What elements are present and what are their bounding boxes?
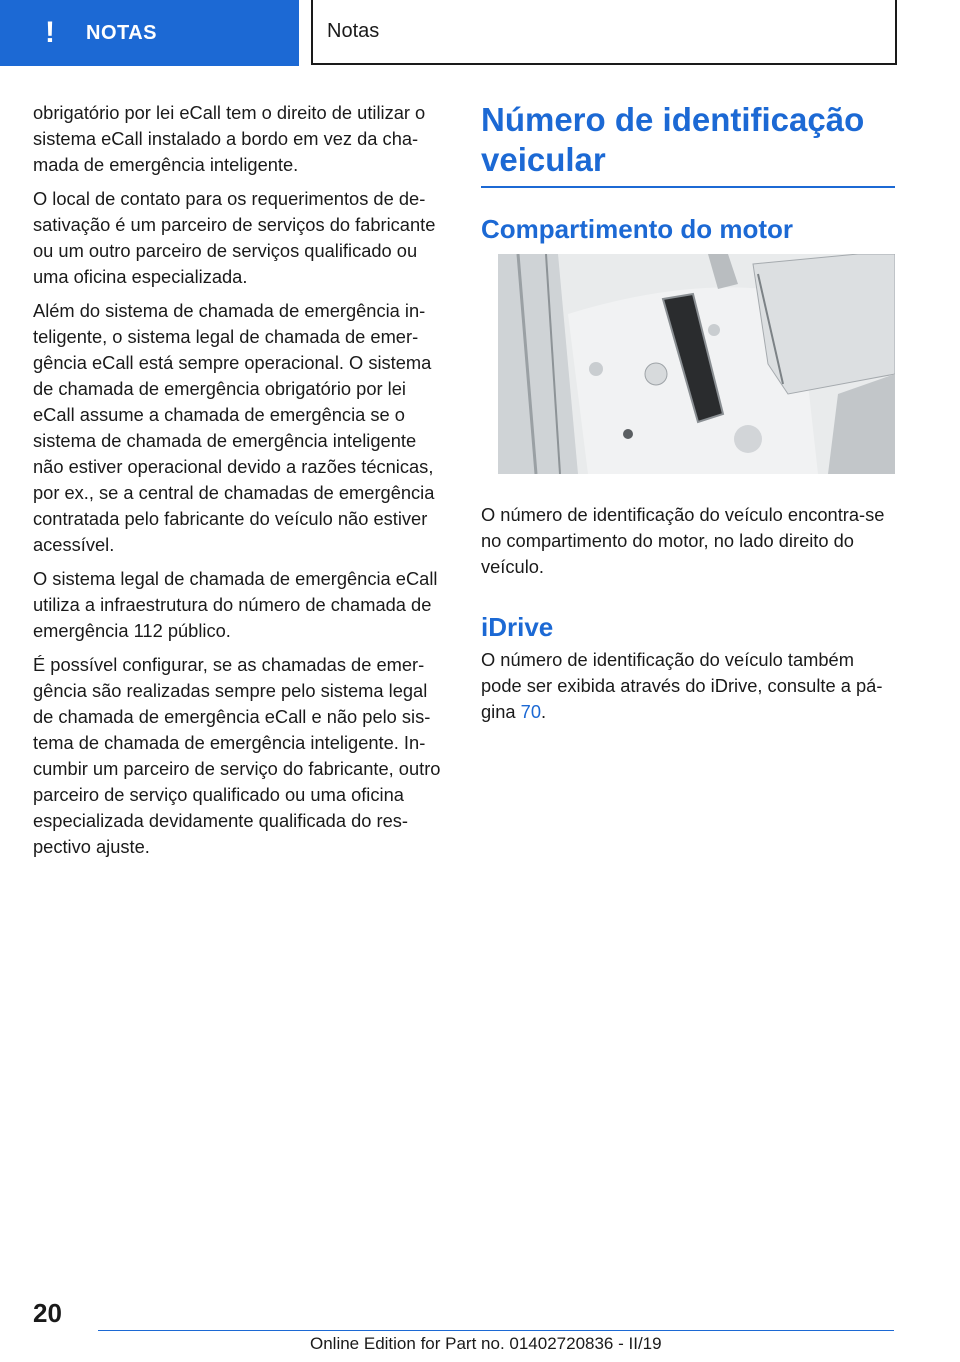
idrive-text: O número de identificação do veículo também pode ser exibida através do iDrive, consulte a página — [481, 649, 883, 722]
section-label: Notas — [327, 20, 380, 42]
chapter-tab — [0, 0, 299, 66]
paragraph: O local de contato para os requerimentos de desativação é um parceiro de serviços do fabricante ou um outro parceiro de serviços qualificado ou uma oficina especializada. — [33, 188, 436, 287]
engine-compartment-image — [498, 254, 895, 474]
page-link[interactable]: 70 — [520, 701, 541, 722]
section-header — [311, 0, 897, 65]
engine-vin-text: O número de identificação do veículo encontra-se no compartimento do motor, no lado direito do veículo. — [481, 504, 885, 577]
chapter-label: NOTAS — [86, 21, 158, 44]
title-divider — [481, 186, 895, 188]
idrive-vin-text — [481, 647, 895, 725]
footer-edition: Online Edition for Part no. 01402720836 - II/19 — [310, 1334, 662, 1353]
idrive-text-end: . — [541, 701, 547, 722]
paragraph: É possível configurar, se as chamadas de emergência são realizadas sempre pelo sistema legal de chamada de emergência eCall e não pelo sistema de chamada de emergência inteligente. Incumbir um parceiro de serviço do fabricante, outro parceiro de serviço qualificado ou uma oficina especializada devidamente qualificada do respectivo ajuste. — [33, 654, 441, 857]
section-heading-idrive: iDrive — [481, 612, 554, 642]
section-heading-engine: Compartimento do motor — [481, 214, 793, 244]
paragraph: Além do sistema de chamada de emergência inteligente, o sistema legal de chamada de emergência eCall está sempre operacional. O sistema de chamada de emergência obrigatório por lei eCall assume a chamada de emergência se o sistema de chamada de emergência inteligente não estiver operacional devido a razões técnicas, por ex., se a central de chamadas de emergência contratada pelo fabricante do veículo não estiver acessível. — [33, 300, 435, 555]
page-title: Número de identificação veicular — [481, 101, 865, 178]
left-column — [33, 100, 447, 868]
page-number: 20 — [33, 1298, 62, 1328]
exclamation-icon: ! — [45, 16, 55, 49]
footer-divider — [98, 1330, 894, 1331]
paragraph: O sistema legal de chamada de emergência eCall utiliza a infraestrutura do número de chamada de emergência 112 público. — [33, 568, 438, 641]
paragraph: obrigatório por lei eCall tem o direito de utilizar o sistema eCall instalado a bordo em vez da chamada de emergência inteligente. — [33, 102, 426, 175]
